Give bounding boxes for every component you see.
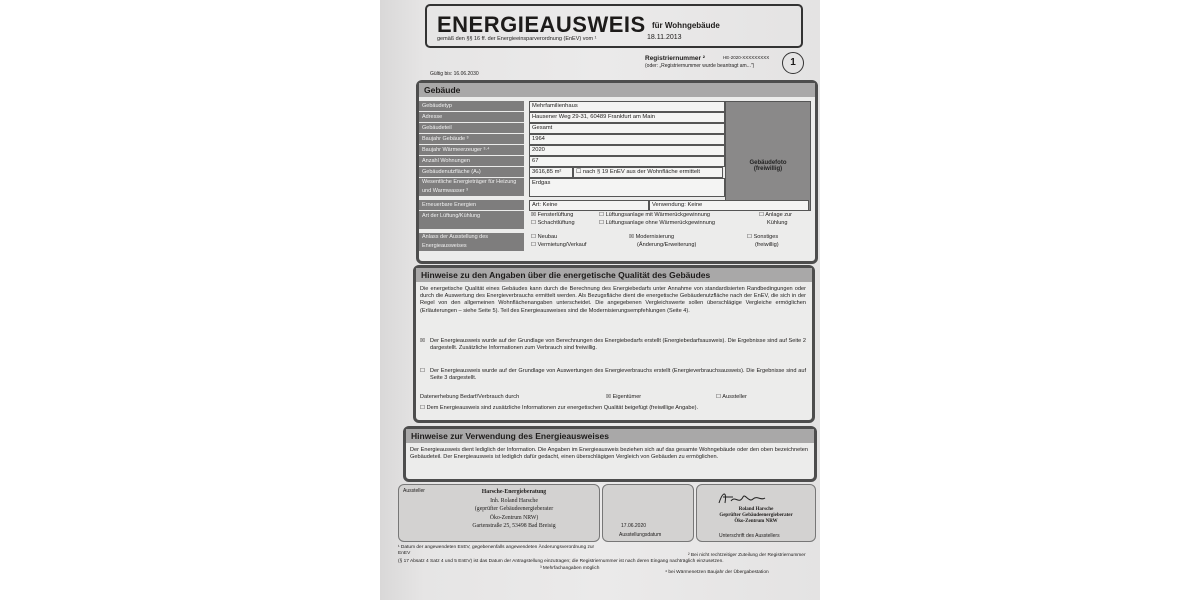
area-note-checkbox[interactable]: ☐ [576, 169, 583, 175]
quality-hints-heading: Hinweise zu den Angaben über die energetische Qualität des Gebäudes [416, 268, 812, 282]
occasion-modernisation[interactable]: ☒ Modernisierung [629, 234, 675, 240]
issue-date-label: Ausstellungsdatum [619, 532, 662, 538]
label-building-type: Gebäudetyp [419, 101, 524, 111]
stamp-title: Geprüfter Gebäudeenergieberater [719, 513, 793, 518]
registration-note: (oder: „Registriernummer wurde beantragt am...") [645, 63, 755, 69]
label-apartments: Anzahl Wohnungen [419, 156, 524, 166]
value-building-type: Mehrfamilienhaus [529, 101, 725, 112]
registration-label: Registriernummer ² [645, 55, 705, 62]
issuer-line-3: (geprüfter Gebäudeenergieberater [474, 506, 554, 512]
value-apartments: 67 [529, 156, 725, 167]
label-energy-carrier: Wesentliche Energieträger für Heizung und Warmwasser ³ [419, 178, 524, 196]
label-building-part: Gebäudeteil [419, 123, 524, 133]
label-year-built: Baujahr Gebäude ³ [419, 134, 524, 144]
document-subtitle: für Wohngebäude [652, 21, 720, 30]
stamp-org: Öko-Zentrum NRW [734, 519, 778, 524]
ventilation-window[interactable]: ☒ Fensterlüftung [531, 212, 574, 218]
value-building-part: Gesamt [529, 123, 725, 134]
value-year-heater: 2020 [529, 145, 725, 156]
date-box [602, 484, 694, 542]
floor-area-note [573, 167, 723, 178]
footnote-1: ¹ Datum der angewendeten EnEV, gegebenenfalls angewendeten Änderungsverordnung zur EnEV [398, 545, 595, 556]
valid-until: Gültig bis: 16.06.2030 [430, 71, 479, 77]
issue-date: 17.06.2020 [621, 523, 647, 529]
label-address: Adresse [419, 112, 524, 122]
occasion-other[interactable]: ☐ Sonstiges [747, 234, 779, 240]
usage-hints-section [403, 426, 817, 482]
consumption-basis-checkbox[interactable]: ☐ [420, 368, 426, 374]
usage-hints-heading: Hinweise zur Verwendung des Energieausweises [406, 429, 814, 443]
issuer-line-2: Inh. Roland Harsche [490, 497, 538, 504]
label-floor-area: Gebäudenutzfläche (Aₙ) [419, 167, 524, 177]
title-box [425, 4, 803, 48]
registration-number: HE-2020-XXXXXXXXX [723, 55, 770, 60]
law-date: 18.11.2013 [647, 34, 682, 41]
building-section [416, 80, 818, 264]
building-heading: Gebäude [419, 83, 815, 97]
consumption-basis-text: Der Energieausweis wurde auf der Grundlage von Auswertungen des Energieverbrauchs erstellt (Energieverbrauchsausweis). Die Ergebnisse sind auf Seite 3 dargestellt. [430, 368, 806, 382]
extra-info-checkbox[interactable]: ☐ Dem Energieausweis sind zusätzliche Informationen zur energetischen Qualität beigefügt (freiwillige Angabe). [420, 405, 699, 411]
footnote-3: ³ Mehrfachangaben möglich [540, 566, 600, 571]
value-year-built: 1964 [529, 134, 725, 145]
law-reference: gemäß den §§ 16 ff. der Energieeinsparverordnung (EnEV) vom ¹ [437, 36, 597, 42]
energy-certificate-page [380, 0, 820, 600]
survey-label: Datenerhebung Bedarf/Verbrauch durch [420, 394, 520, 400]
footnote-4: ⁴ bei Wärmenetzen Baujahr der Übergabestation [665, 570, 769, 575]
value-address: Hausener Weg 29-31, 60489 Frankfurt am Main [529, 112, 725, 123]
occasion-new-build[interactable]: ☐ Neubau [531, 234, 558, 240]
document-title: ENERGIEAUSWEIS [437, 12, 646, 37]
page-number: 1 [782, 52, 804, 74]
issuer-box [398, 484, 600, 542]
label-ventilation: Art der Lüftung/Kühlung [419, 211, 524, 229]
ventilation-cooling[interactable]: ☐ Anlage zur [759, 212, 793, 218]
photo-label-optional: (freiwillig) [753, 166, 783, 172]
issuer-line-4: Öko-Zentrum NRW) [489, 514, 539, 521]
value-renewables: Art: Keine [529, 200, 649, 211]
building-photo-placeholder [725, 101, 811, 211]
calc-basis-text: Der Energieausweis wurde auf der Grundlage von Berechnungen des Energiebedarfs erstellt (Energiebedarfsausweis). Die Ergebnisse sind auf Seite 2 dargestellt. Zusätzliche Informationen zum Verbrauch sind freiwillig. [430, 338, 806, 352]
photo-label [726, 160, 810, 172]
photo-label-main: Gebäudefoto [749, 160, 787, 166]
occasion-modernisation-2: (Änderung/Erweiterung) [637, 242, 697, 248]
quality-hints-paragraph: Die energetische Qualität eines Gebäudes kann durch die Berechnung des Energiebedarfs unter Annahme von standardisierten Randbedingungen oder durch die Auswertung des Energieverbrauchs ermittelt werden. Als Bezugsfläche dient die energetische Gebäudenutzfläche nach der EnEV, die sich in der Regel von den allgemeinen Wohnflächenangaben unterscheidet. Die angegebenen Vergleichswerte sollen überschlägige Vergleiche ermöglichen (Erläuterungen – siehe Seite 5). Teil des Energieausweises sind die Modernisierungsempfehlungen (Seite 4). [420, 286, 806, 314]
signature-label: Unterschrift des Ausstellers [719, 533, 780, 539]
occasion-rent-sale[interactable]: ☐ Vermietung/Verkauf [531, 242, 587, 248]
area-note-text: nach § 19 EnEV aus der Wohnfläche ermittelt [582, 169, 700, 175]
label-occasion: Anlass der Ausstellung des Energieausweises [419, 233, 524, 251]
ventilation-cooling-2: Kühlung [767, 220, 788, 226]
issuer-line-5: Gartenstraße 25, 53498 Bad Breisig [472, 523, 556, 529]
occasion-other-2: (freiwillig) [755, 242, 779, 248]
label-renewables: Erneuerbare Energien [419, 200, 524, 210]
ventilation-no-heat-recovery[interactable]: ☐ Lüftungsanlage ohne Wärmerückgewinnung [599, 220, 716, 226]
value-renewables-use: Verwendung: Keine [649, 200, 809, 211]
usage-hints-paragraph: Der Energieausweis dient lediglich der Information. Die Angaben im Energieausweis beziehen sich auf das gesamte Wohngebäude oder den oben bezeichneten Gebäudeteil. Der Energieausweis ist lediglich dafür gedacht, einen überschlägigen Vergleich von Gebäuden zu ermöglichen. [410, 447, 808, 461]
survey-issuer[interactable]: ☐ Aussteller [716, 394, 747, 400]
issuer-line-1: Harsche-Energieberatung [481, 489, 547, 495]
value-energy-carrier: Erdgas [529, 178, 725, 197]
handwritten-signature [717, 489, 767, 509]
stamp-name: Roland Harsche [738, 507, 774, 512]
calc-basis-checkbox[interactable]: ☒ [420, 338, 426, 344]
label-year-heater: Baujahr Wärmeerzeuger ³·⁴ [419, 145, 524, 155]
signature-box [696, 484, 816, 542]
ventilation-shaft[interactable]: ☐ Schachtlüftung [531, 220, 575, 226]
footnote-2: ² Bei nicht rechtzeitiger Zuteilung der Registriernummer (§ 17 Absatz 4 Satz 4 und 5 EnEV) ist das Datum der Antragstellung einzutragen; die Registriernummer ist nach deren Eingang nachträglich einzusetzen. [398, 553, 806, 564]
signature-stamp [701, 507, 811, 525]
issuer-stamp [439, 488, 589, 531]
issuer-label: Aussteller [403, 488, 425, 494]
value-floor-area: 3616,85 m² [529, 167, 573, 178]
quality-hints-section [413, 265, 815, 423]
ventilation-heat-recovery[interactable]: ☐ Lüftungsanlage mit Wärmerückgewinnung [599, 212, 711, 218]
survey-owner[interactable]: ☒ Eigentümer [606, 394, 642, 400]
